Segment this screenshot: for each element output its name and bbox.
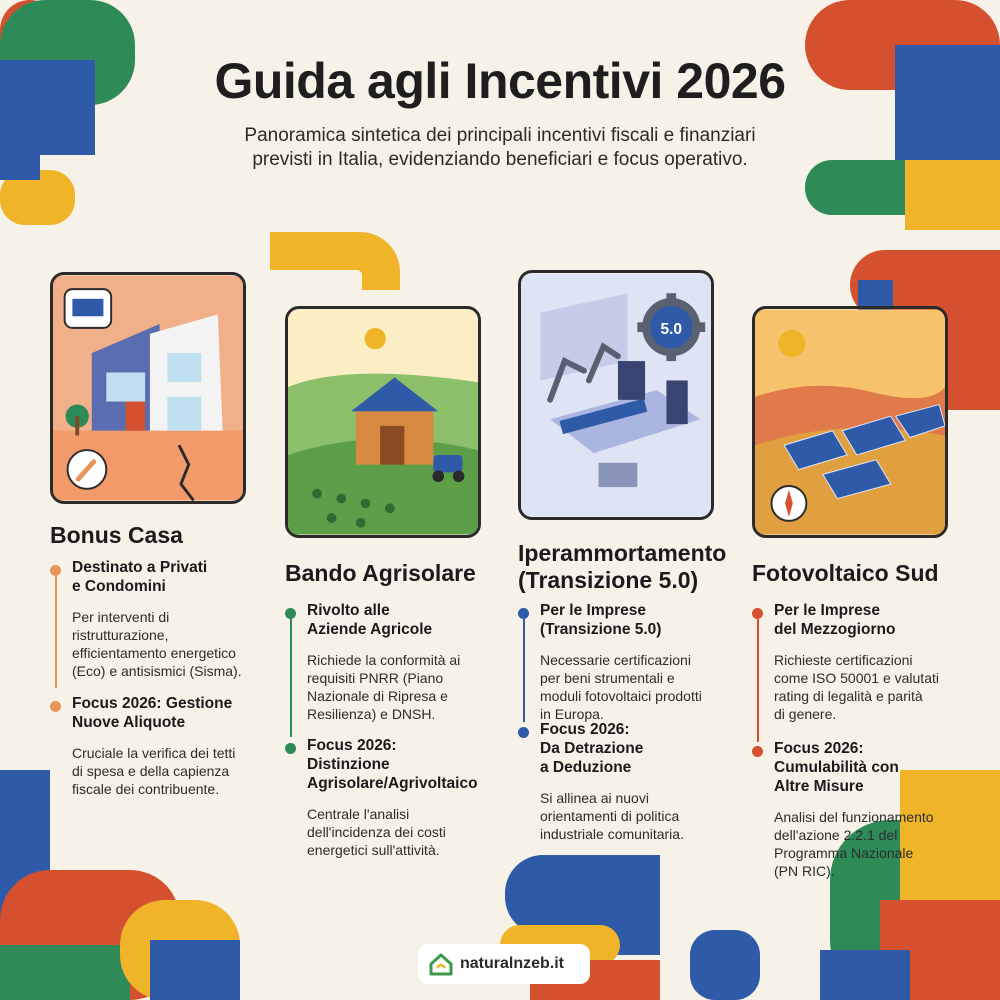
agrisolare-illustration <box>285 306 481 538</box>
column-title-bonus-casa: Bonus Casa <box>50 522 183 548</box>
iperammortamento-illustration <box>518 270 714 520</box>
item-heading: Focus 2026: Distinzione Agrisolare/Agrivoltaico <box>307 737 478 792</box>
item-heading: Focus 2026: Gestione Nuove Aliquote <box>72 695 233 731</box>
item-text: Centrale l'analisi dell'incidenza dei costi energetici sull'attività. <box>307 806 446 858</box>
column-title-fotovoltaico-sud: Fotovoltaico Sud <box>752 560 939 586</box>
item-text: Richieste certificazioni come ISO 50001 e valutati rating di legalità e parità di genere. <box>774 652 939 722</box>
item-heading: Per le Imprese (Transizione 5.0) <box>540 602 662 638</box>
page-title: Guida agli Incentivi 2026 <box>214 53 786 109</box>
column-title-iperammortamento: Iperammortamento (Transizione 5.0) <box>518 540 727 593</box>
iperammortamento-item-focus <box>518 720 738 843</box>
fotovoltaico-sud-item-beneficiari <box>752 601 982 723</box>
item-heading: Destinato a Privati e Condomini <box>72 559 208 595</box>
item-text: Per interventi di ristrutturazione, efficientamento energetico (Eco) e antisismici (Sisma). <box>72 609 242 679</box>
item-text: Analisi del funzionamento dell'azione 2.2.1 del Programma Nazionale (PN RIC). <box>774 809 934 879</box>
column-title-bando-agrisolare: Bando Agrisolare <box>285 560 476 586</box>
item-text: Si allinea ai nuovi orientamenti di politica industriale comunitaria. <box>540 790 684 842</box>
footer-brand: naturalnzeb.it <box>460 955 565 972</box>
item-text: Richiede la conformità ai requisiti PNRR (Piano Nazionale di Ripresa e Resilienza) e DNSH. <box>307 652 461 722</box>
bonus-casa-item-beneficiari <box>50 558 260 680</box>
item-heading: Per le Imprese del Mezzogiorno <box>774 602 896 638</box>
bonus-casa-illustration <box>50 272 246 504</box>
item-text: Cruciale la verifica dei tetti di spesa e della capienza fiscale dei contribuente. <box>72 745 236 797</box>
footer-logo[interactable] <box>418 944 590 984</box>
green-house-logo-icon <box>428 951 454 977</box>
item-heading: Focus 2026: Cumulabilità con Altre Misure <box>774 740 899 795</box>
agrisolare-item-focus <box>285 736 500 859</box>
iperammortamento-item-beneficiari <box>518 601 738 723</box>
fotovoltaico-sud-item-focus <box>752 739 982 880</box>
item-heading: Rivolto alle Aziende Agricole <box>307 602 433 638</box>
agrisolare-item-beneficiari <box>285 601 495 723</box>
transition-badge: 5.0 <box>660 320 683 338</box>
page-subtitle: Panoramica sintetica dei principali incentivi fiscali e finanziari previsti in Italia, evidenziando beneficiari e focus operativo. <box>244 125 756 170</box>
fotovoltaico-sud-illustration <box>752 306 948 538</box>
bonus-casa-item-focus <box>50 694 260 798</box>
item-heading: Focus 2026: Da Detrazione a Deduzione <box>540 721 644 776</box>
item-text: Necessarie certificazioni per beni strumentali e moduli fotovoltaici prodotti in Europa. <box>540 652 702 722</box>
